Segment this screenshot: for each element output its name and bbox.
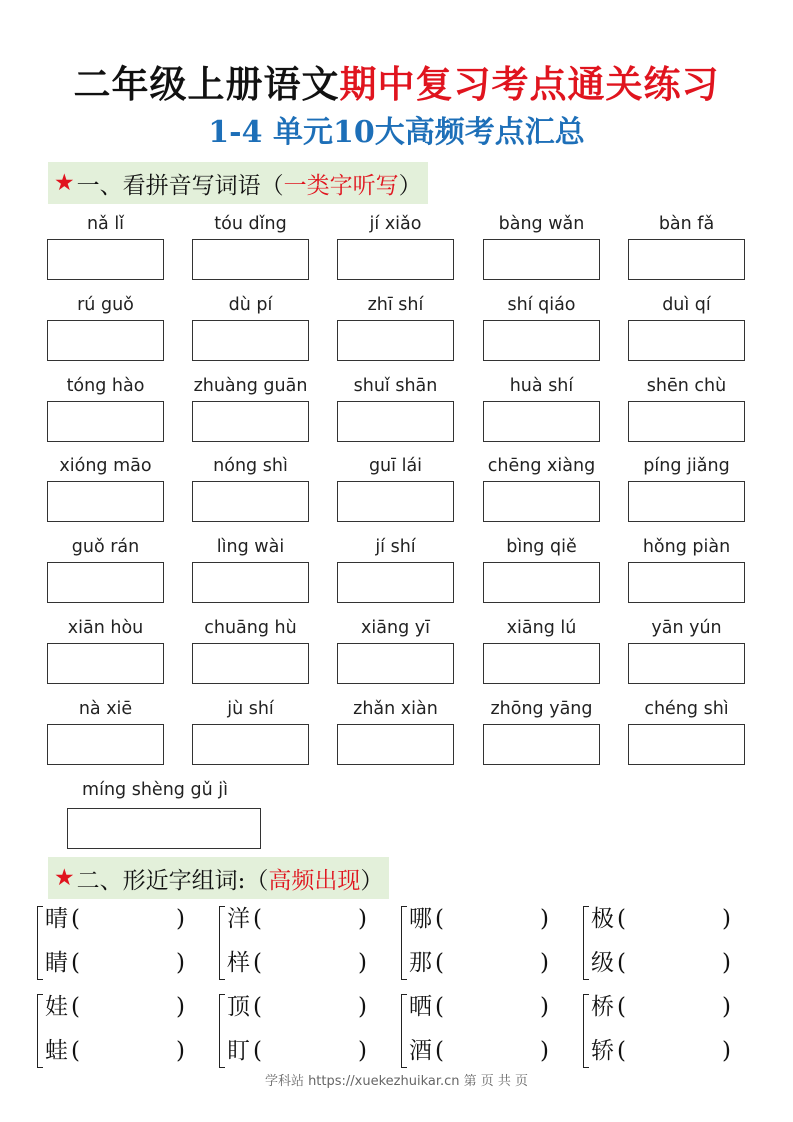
page-footer: 学科站 https://xuekezhuikar.cn 第 页 共 页 xyxy=(264,1074,529,1089)
character: 酒 xyxy=(409,1038,432,1064)
pinyin-label: bìng qiě xyxy=(506,537,577,558)
char-pair-group xyxy=(37,898,187,986)
answer-box[interactable] xyxy=(628,401,745,442)
pinyin-label: xióng māo xyxy=(59,456,152,477)
open-paren: ( xyxy=(253,994,262,1020)
close-paren: ) xyxy=(722,994,731,1020)
open-paren: ( xyxy=(71,1038,80,1064)
character: 级 xyxy=(591,950,614,976)
answer-box[interactable] xyxy=(192,239,309,280)
answer-box[interactable] xyxy=(47,401,164,442)
answer-box[interactable] xyxy=(483,562,600,603)
pinyin-label: duì qí xyxy=(662,294,711,315)
section1-label: 一、看拼音写词语（ xyxy=(76,172,284,199)
pinyin-label: huà shí xyxy=(509,375,574,396)
char-pair-group xyxy=(583,986,733,1074)
answer-box[interactable] xyxy=(337,481,454,522)
pinyin-label: shuǐ shān xyxy=(353,375,438,396)
close-paren: ) xyxy=(722,1038,731,1064)
open-paren: ( xyxy=(435,994,444,1020)
answer-box[interactable] xyxy=(628,643,745,684)
answer-box[interactable] xyxy=(192,401,309,442)
open-paren: ( xyxy=(617,906,626,932)
answer-box[interactable] xyxy=(483,401,600,442)
pinyin-label: jí shí xyxy=(375,537,416,558)
open-paren: ( xyxy=(435,950,444,976)
character: 轿 xyxy=(591,1038,614,1064)
word-blank[interactable] xyxy=(409,1036,549,1066)
star-icon: ★ xyxy=(54,865,75,891)
pinyin-label: zhuàng guān xyxy=(193,375,308,396)
section2-heading xyxy=(48,857,389,899)
character: 睛 xyxy=(45,950,68,976)
answer-box[interactable] xyxy=(628,481,745,522)
character: 哪 xyxy=(409,906,432,932)
close-paren: ) xyxy=(358,994,367,1020)
bracket-icon xyxy=(583,994,589,1068)
pinyin-label: chuāng hù xyxy=(204,618,297,638)
pinyin-label: nóng shì xyxy=(213,456,288,477)
section2-label: 二、形近字组词:（ xyxy=(76,867,269,894)
close-paren: ) xyxy=(722,950,731,976)
word-blank[interactable] xyxy=(227,904,367,934)
character: 样 xyxy=(227,950,250,976)
word-blank[interactable] xyxy=(227,992,367,1022)
answer-box[interactable] xyxy=(628,239,745,280)
open-paren: ( xyxy=(435,1038,444,1064)
pinyin-label: xiāng yī xyxy=(361,618,430,638)
character: 那 xyxy=(409,950,432,976)
word-blank[interactable] xyxy=(409,992,549,1022)
answer-box[interactable] xyxy=(67,808,261,849)
pinyin-label: míng shèng gǔ jì xyxy=(82,780,228,800)
char-pair-group xyxy=(583,898,733,986)
answer-box[interactable] xyxy=(47,481,164,522)
word-blank[interactable] xyxy=(591,904,731,934)
star-icon: ★ xyxy=(54,170,75,196)
answer-box[interactable] xyxy=(337,724,454,765)
pinyin-label: guǒ rán xyxy=(71,537,140,558)
pinyin-label: bàn fǎ xyxy=(658,214,715,234)
close-paren: ) xyxy=(176,950,185,976)
section1-highlight: 一类字听写 xyxy=(283,172,399,199)
pinyin-label: lìng wài xyxy=(216,537,285,558)
answer-box[interactable] xyxy=(628,724,745,765)
open-paren: ( xyxy=(71,906,80,932)
pinyin-label: chēng xiàng xyxy=(487,456,596,477)
bracket-icon xyxy=(401,994,407,1068)
answer-box[interactable] xyxy=(337,239,454,280)
open-paren: ( xyxy=(435,906,444,932)
close-paren: ) xyxy=(722,906,731,932)
pinyin-label: rú guǒ xyxy=(77,294,134,315)
answer-box[interactable] xyxy=(47,320,164,361)
title-part2: 期中复习考点通关练习 xyxy=(339,62,720,106)
pinyin-label: píng jiǎng xyxy=(643,456,730,477)
word-blank[interactable] xyxy=(591,1036,731,1066)
character: 盯 xyxy=(227,1038,250,1064)
character: 晒 xyxy=(409,994,432,1020)
bracket-icon xyxy=(219,994,225,1068)
character: 洋 xyxy=(227,906,250,932)
character: 娃 xyxy=(45,994,68,1020)
pinyin-label: nǎ lǐ xyxy=(86,214,125,234)
word-blank[interactable] xyxy=(409,948,549,978)
word-blank[interactable] xyxy=(45,1036,185,1066)
pinyin-label: zhōng yāng xyxy=(490,698,593,719)
word-blank[interactable] xyxy=(409,904,549,934)
character: 极 xyxy=(591,906,614,932)
char-pair-group xyxy=(401,986,551,1074)
answer-box[interactable] xyxy=(628,562,745,603)
bracket-icon xyxy=(401,906,407,980)
pinyin-label: chéng shì xyxy=(644,698,729,719)
answer-box[interactable] xyxy=(483,239,600,280)
answer-box[interactable] xyxy=(47,724,164,765)
close-paren: ) xyxy=(358,1038,367,1064)
character: 顶 xyxy=(227,994,250,1020)
answer-box[interactable] xyxy=(337,320,454,361)
character: 桥 xyxy=(591,994,614,1020)
answer-box[interactable] xyxy=(192,724,309,765)
open-paren: ( xyxy=(71,994,80,1020)
word-blank[interactable] xyxy=(591,948,731,978)
close-paren: ) xyxy=(176,906,185,932)
pinyin-label: tóu dǐng xyxy=(214,214,287,234)
answer-box[interactable] xyxy=(337,562,454,603)
close-paren: ) xyxy=(540,906,549,932)
open-paren: ( xyxy=(617,994,626,1020)
answer-box[interactable] xyxy=(47,643,164,684)
pinyin-label: jù shí xyxy=(227,698,274,719)
pinyin-label: dù pí xyxy=(228,294,273,315)
bracket-icon xyxy=(219,906,225,980)
answer-box[interactable] xyxy=(483,481,600,522)
close-paren: ) xyxy=(540,994,549,1020)
section2-close: ） xyxy=(360,867,384,894)
pinyin-label: xiān hòu xyxy=(67,618,144,638)
pinyin-label: yān yún xyxy=(651,618,722,638)
pinyin-label: tóng hào xyxy=(66,375,145,396)
answer-box[interactable] xyxy=(628,320,745,361)
section2-highlight: 高频出现 xyxy=(268,867,361,894)
pinyin-label: nà xiē xyxy=(78,698,133,719)
char-pair-group xyxy=(37,986,187,1074)
pinyin-label: bàng wǎn xyxy=(498,214,585,234)
open-paren: ( xyxy=(253,906,262,932)
open-paren: ( xyxy=(71,950,80,976)
answer-box[interactable] xyxy=(483,643,600,684)
char-pair-group xyxy=(219,898,369,986)
bracket-icon xyxy=(583,906,589,980)
pinyin-label: shēn chù xyxy=(646,375,727,396)
open-paren: ( xyxy=(253,1038,262,1064)
character: 蛙 xyxy=(45,1038,68,1064)
close-paren: ) xyxy=(358,906,367,932)
answer-box[interactable] xyxy=(192,562,309,603)
close-paren: ) xyxy=(540,1038,549,1064)
word-blank[interactable] xyxy=(591,992,731,1022)
pinyin-label: jí xiǎo xyxy=(369,214,422,234)
answer-box[interactable] xyxy=(47,239,164,280)
word-blank[interactable] xyxy=(45,992,185,1022)
pinyin-label: hǒng piàn xyxy=(642,537,731,558)
word-blank[interactable] xyxy=(45,948,185,978)
pinyin-label: shí qiáo xyxy=(507,294,576,315)
answer-box[interactable] xyxy=(483,320,600,361)
answer-box[interactable] xyxy=(192,481,309,522)
close-paren: ) xyxy=(540,950,549,976)
answer-box[interactable] xyxy=(337,643,454,684)
open-paren: ( xyxy=(617,1038,626,1064)
word-blank[interactable] xyxy=(227,1036,367,1066)
pinyin-label: zhī shí xyxy=(367,294,424,315)
pinyin-label: guī lái xyxy=(368,456,423,477)
word-blank[interactable] xyxy=(227,948,367,978)
close-paren: ) xyxy=(176,1038,185,1064)
answer-box[interactable] xyxy=(483,724,600,765)
section1-close: ） xyxy=(398,172,422,199)
answer-box[interactable] xyxy=(47,562,164,603)
title-part1: 二年级上册语文 xyxy=(73,62,340,106)
pinyin-label: xiāng lú xyxy=(506,618,577,638)
bracket-icon xyxy=(37,906,43,980)
section1-heading xyxy=(48,162,428,204)
answer-box[interactable] xyxy=(192,643,309,684)
bracket-icon xyxy=(37,994,43,1068)
answer-box[interactable] xyxy=(337,401,454,442)
answer-box[interactable] xyxy=(192,320,309,361)
char-pair-group xyxy=(219,986,369,1074)
open-paren: ( xyxy=(617,950,626,976)
page-title xyxy=(0,54,793,108)
close-paren: ) xyxy=(176,994,185,1020)
close-paren: ) xyxy=(358,950,367,976)
open-paren: ( xyxy=(253,950,262,976)
word-blank[interactable] xyxy=(45,904,185,934)
page-subtitle: 1-4 单元10大高频考点汇总 xyxy=(208,115,585,150)
char-pair-group xyxy=(401,898,551,986)
character: 晴 xyxy=(45,906,68,932)
pinyin-label: zhǎn xiàn xyxy=(353,698,438,719)
